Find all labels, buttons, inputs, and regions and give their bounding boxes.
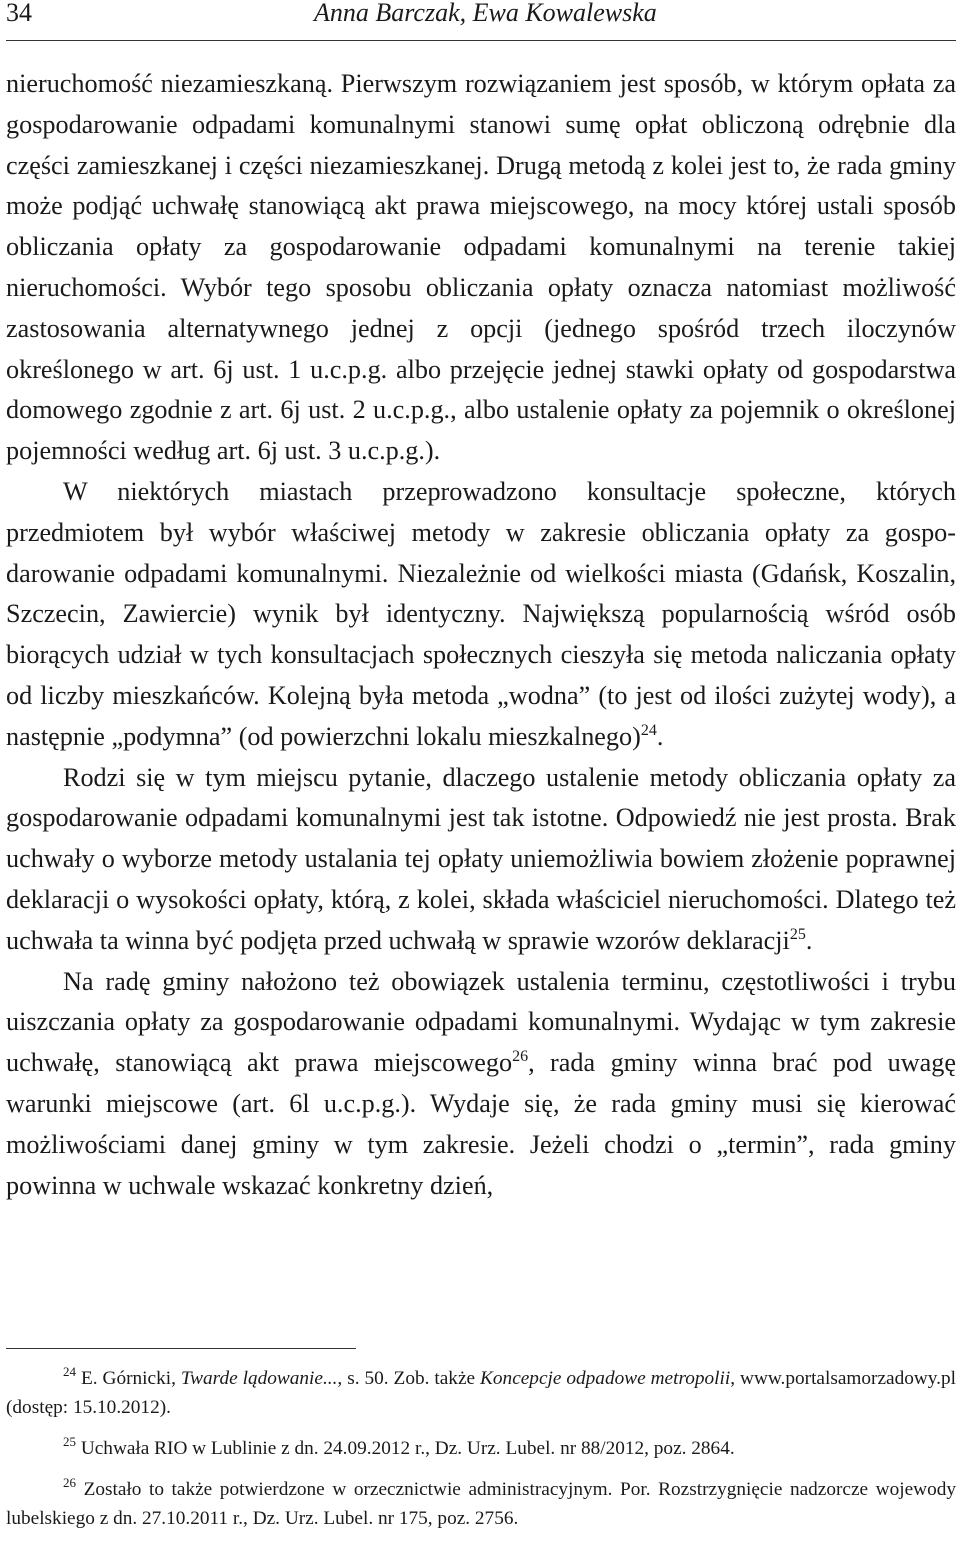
footnotes xyxy=(6,1364,956,1545)
footnote-ref-26[interactable]: 26 xyxy=(512,1048,529,1066)
page-number: 34 xyxy=(6,0,32,27)
body-text xyxy=(6,64,956,1206)
running-head-authors: Anna Barczak, Ewa Kowalewska xyxy=(314,0,657,27)
page-header xyxy=(6,0,956,36)
cited-title: Twarde lądowanie... xyxy=(180,1368,338,1389)
footnote-number: 25 xyxy=(63,1434,76,1449)
header-rule xyxy=(6,40,956,41)
paragraph-2: W niektórych miastach przeprowadzono konsultacje społeczne, których przedmiotem był wybór właściwej metody w zakresie obliczania opłaty za gospodarowanie odpadami komunalnymi. Niezależnie od wielkości miasta (Gdańsk, Koszalin, Szczecin, Zawiercie) wynik był identyczny. Największą popularnością wśród osób biorących udział w tych konsultacjach społecznych cieszyła się metoda naliczania opłaty od liczby mieszkańców. Kolejną była metoda „wodna” (to jest od ilości zużytej wody), a następnie „podymna” (od powierzchni lokalu mieszkalnego)$^{24}$. xyxy=(6,476,956,751)
cited-title: Koncepcje odpadowe metropolii xyxy=(480,1368,731,1389)
footnote-26: $^{26}$ Zostało to także potwierdzone w orzecznictwie administracyjnym. Por. Rozstrzygnięcie nadzorcze wojewody lubelskiego z dn. 27.10.2011 r., Dz. Urz. Lubel. nr 175, poz. 2756. xyxy=(6,1475,956,1529)
footnote-24: $^{24}$ E. Górnicki, Twarde lądowanie..., s. 50. Zob. także Koncepcje odpadowe metropolii, www.portalsamorzadowy.pl (dostęp: 15.10.2012). xyxy=(6,1364,956,1418)
paragraph-3: Rodzi się w tym miejscu pytanie, dlaczego ustalenie metody obliczania opłaty za gospodarowanie odpadami komunalnymi jest tak istotne. Odpowiedź nie jest prosta. Brak uchwały o wyborze metody ustalania tej opłaty uniemożliwia bowiem złożenie poprawnej deklaracji o wysokości opłaty, którą, z kolei, składa właściciel nieruchomości. Dlatego też uchwała ta winna być podjęta przed uchwałą w sprawie wzorów deklaracji$^{25}$. xyxy=(6,762,956,955)
footnote-ref-24[interactable]: 24 xyxy=(640,721,657,739)
footnote-number: 24 xyxy=(63,1364,76,1379)
footnote-25: $^{25}$ Uchwała RIO w Lublinie z dn. 24.09.2012 r., Dz. Urz. Lubel. nr 88/2012, poz. 2864. xyxy=(63,1434,735,1459)
paragraph-1: nieruchomość niezamieszkaną. Pierwszym rozwiązaniem jest sposób, w którym opłata za gospodarowanie odpadami komunalnymi stanowi sumę opłat obliczoną odrębnie dla części zamieszkanej i części niezamieszkanej. Drugą metodą z kolei jest to, że rada gminy może podjąć uchwałę stanowiącą akt prawa miejscowego, na mocy której ustali sposób obliczania opłaty za gospodarowanie odpadami komunalnymi na terenie takiej nieruchomości. Wybór tego sposobu obliczania opłaty oznacza natomiast możliwość zastosowania alternatywnego jednej z opcji (jednego spośród trzech iloczynów określonego w art. 6j ust. 1 u.c.p.g. albo przejęcie jednej stawki opłaty od gospodarstwa domowego zgodnie z art. 6j ust. 2 u.c.p.g., albo ustalenie opłaty za pojemnik o określonej pojemności według art. 6j ust. 3 u.c.p.g.). xyxy=(6,69,956,466)
footnote-separator xyxy=(6,1348,356,1349)
footnote-number: 26 xyxy=(63,1475,76,1490)
paragraph-4: Na radę gminy nałożono też obowiązek ustalenia terminu, częstotliwości i trybu uiszczania opłaty za gospodarowanie odpadami komunalnymi. Wydając w tym zakresie uchwałę, stanowiącą akt prawa miejscowego$^{26}$, rada gminy winna brać pod uwagę warunki miejscowe (art. 6l u.c.p.g.). Wydaje się, że rada gminy musi się kierować możliwościami danej gminy w tym zakresie. Jeżeli chodzi o „termin”, rada gminy powinna w uchwale wskazać konkretny dzień, xyxy=(6,966,956,1200)
footnote-ref-25[interactable]: 25 xyxy=(789,925,806,943)
document-page xyxy=(6,0,956,1529)
